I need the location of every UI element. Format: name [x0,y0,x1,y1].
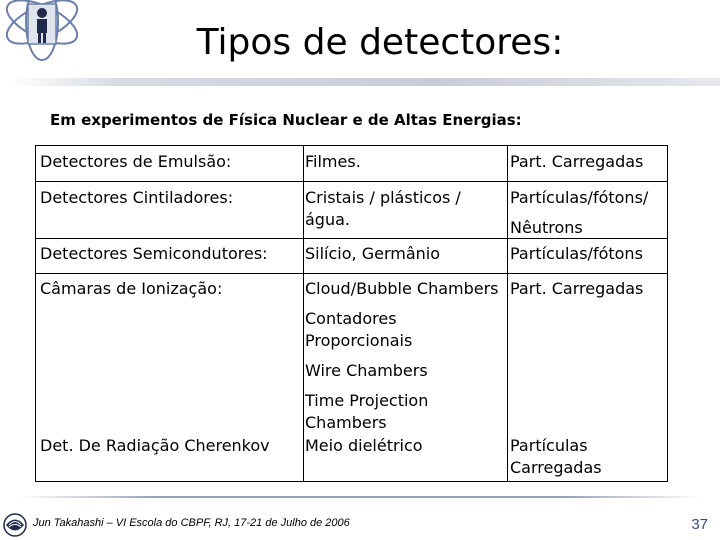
table-cell: Part. Carregadas [510,152,644,171]
table-cell: Part. Carregadas [510,279,644,298]
footer-divider [18,496,702,498]
table-cell: Nêutrons [510,218,583,237]
table-cell: Detectores Cintiladores: [40,188,234,207]
table-cell: Cristais / plásticos / água. [305,188,461,229]
table-cell: Meio dielétrico [305,436,423,455]
table-cell: Partículas/fótons [510,244,643,263]
table-cell: Cloud/Bubble Chambers [305,279,499,298]
table-cell: Time Projection Chambers [305,391,429,432]
table-cell: Det. De Radiação Cherenkov [40,436,270,455]
table-cell: Contadores Proporcionais [305,309,413,350]
university-logo-icon [0,508,30,538]
footer-text: Jun Takahashi – VI Escola do CBPF, RJ, 17-21 de Julho de 2006 [33,517,350,529]
table-cell: Câmaras de Ionização: [40,279,223,298]
page-number: 37 [691,516,708,533]
table-cell: Detectores Semicondutores: [40,244,268,263]
title-divider [10,78,720,86]
table-cell: Detectores de Emulsão: [40,152,232,171]
detectors-table [35,145,668,482]
page-title: Tipos de detectores: [196,22,564,63]
table-cell: Silício, Germânio [305,244,440,263]
table-cell: Filmes. [305,152,361,171]
table-cell: Partículas/fótons/ [510,188,649,207]
table-cell: Partículas Carregadas [510,436,602,477]
table-grid [35,145,668,482]
table-cell: Wire Chambers [305,361,428,380]
subtitle: Em experimentos de Física Nuclear e de Altas Energias: [50,111,522,129]
